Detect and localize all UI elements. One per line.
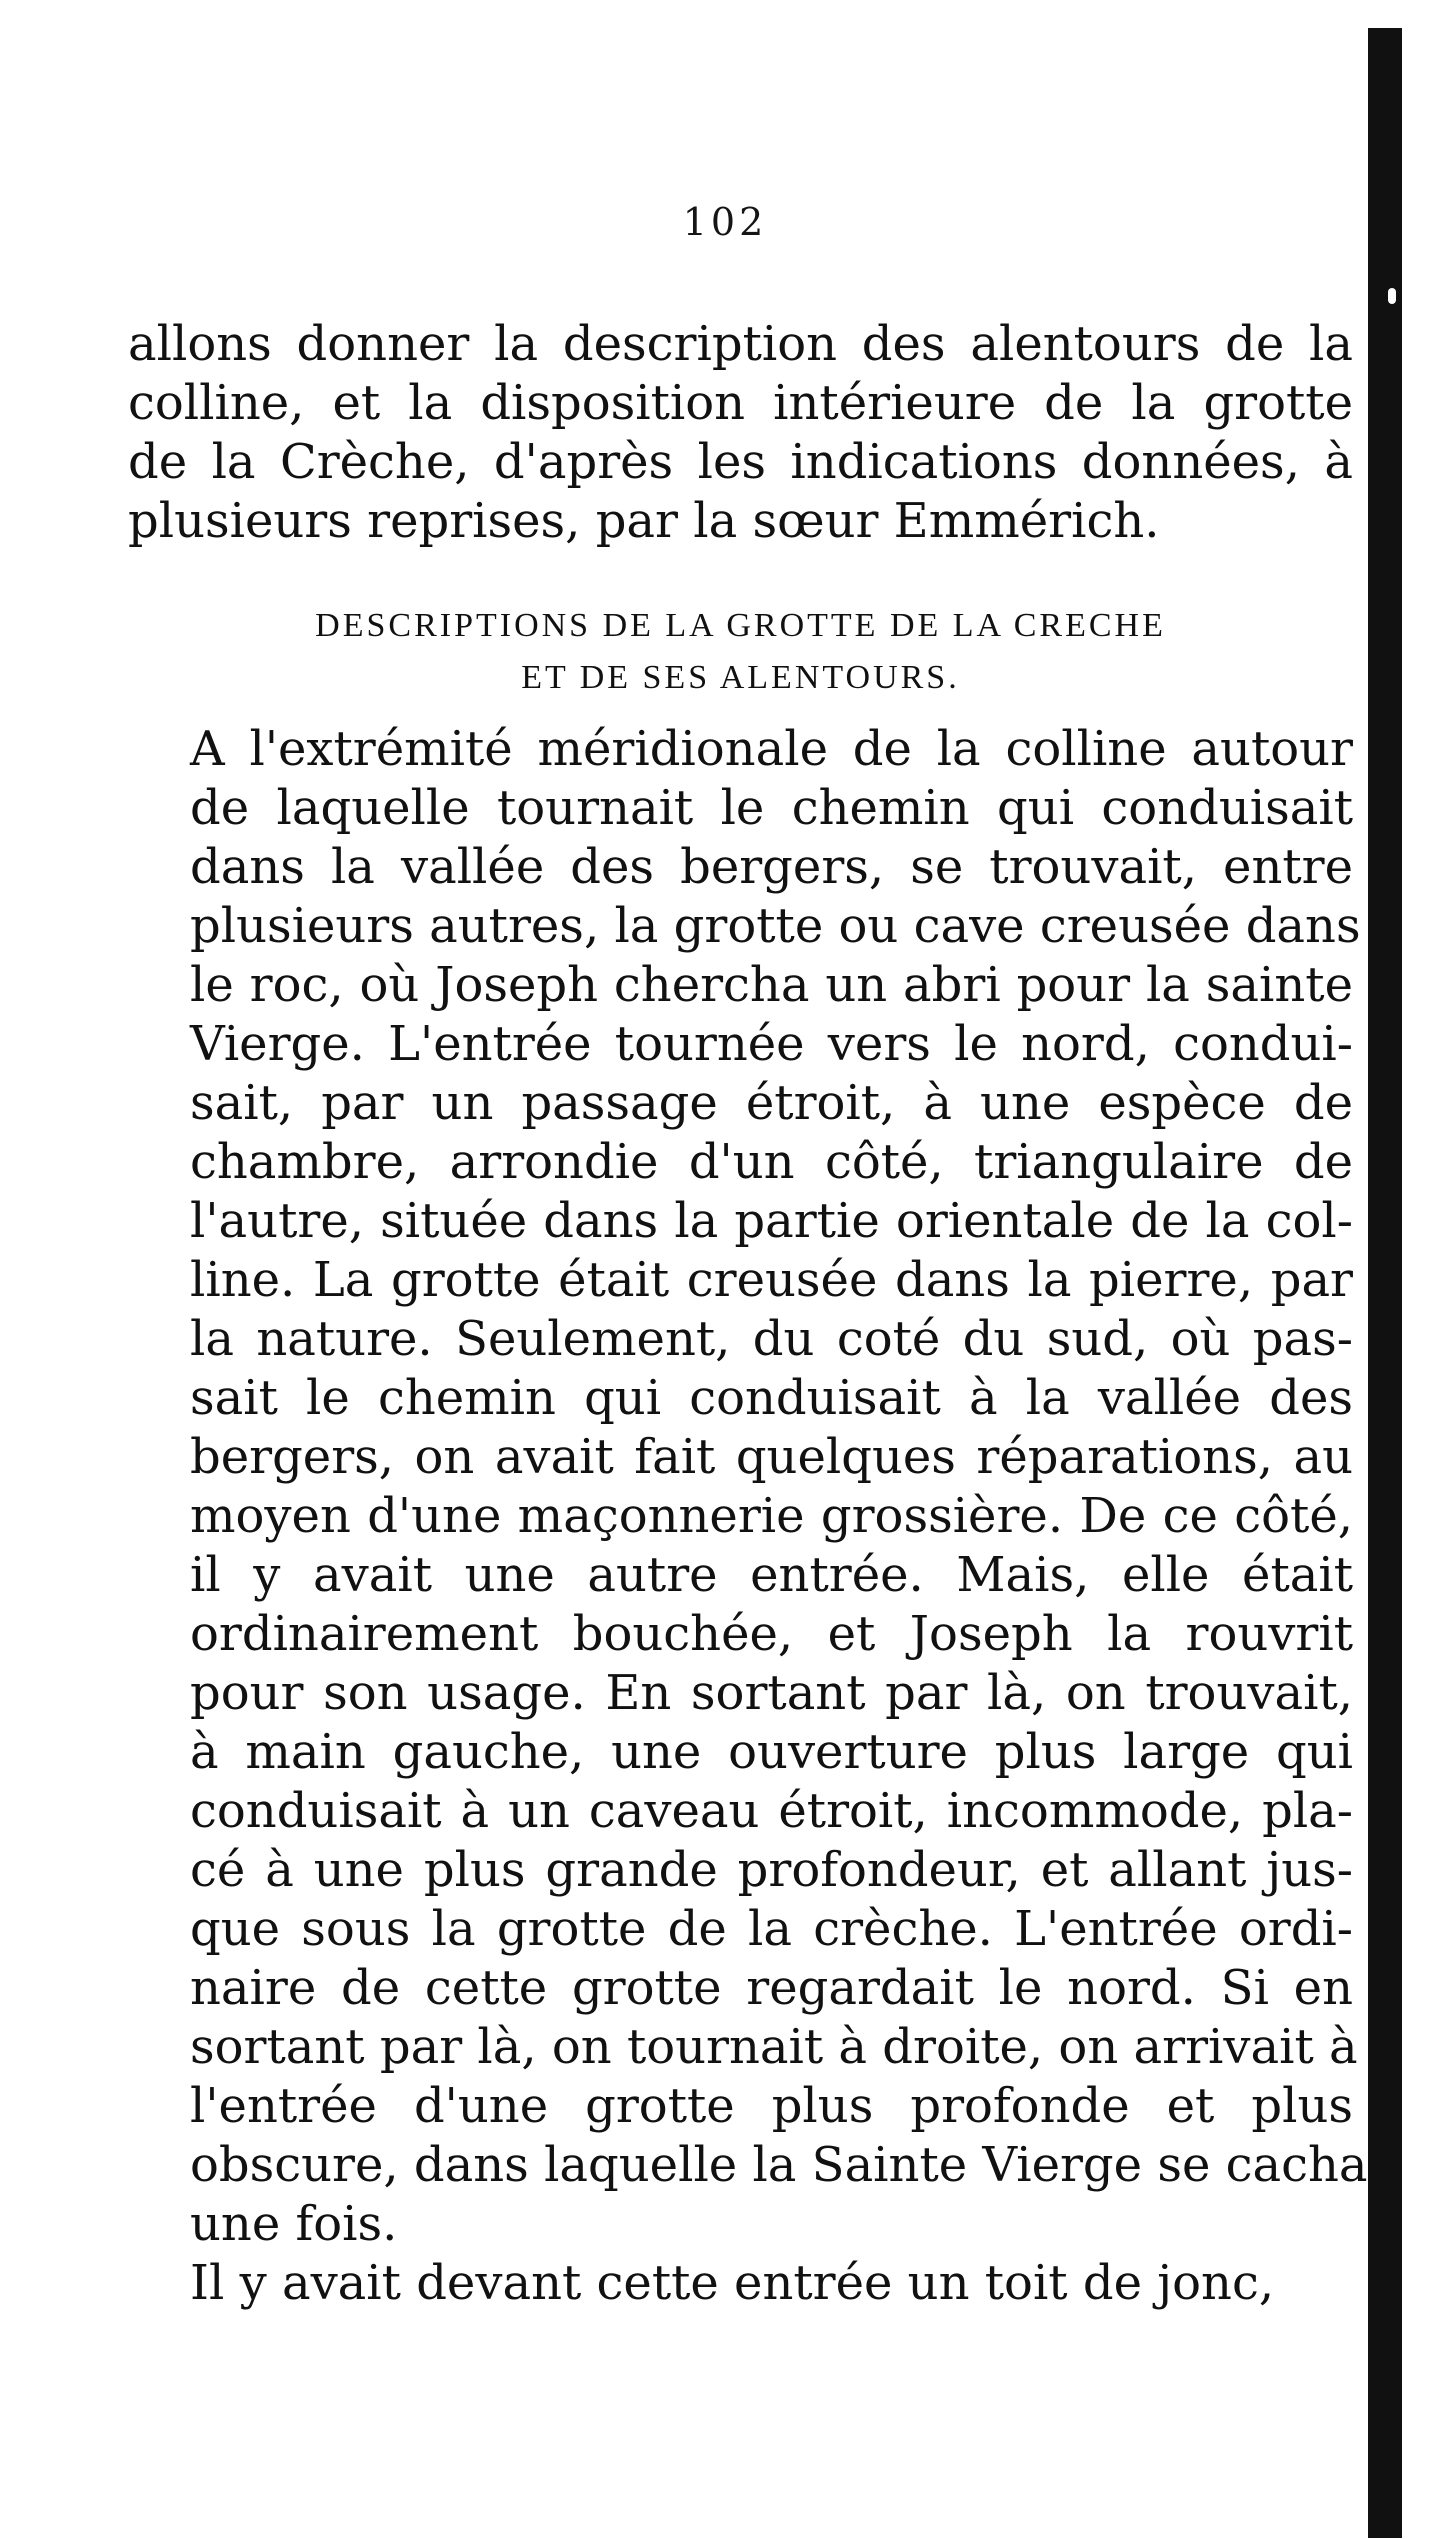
page-binding-edge	[1368, 28, 1402, 2538]
paragraph-line: plusieurs autres, la grotte ou cave creusée dans	[190, 898, 1361, 954]
paragraph-line: sait, par un passage étroit, à une espèce de	[190, 1075, 1353, 1131]
paragraph-line: moyen d'une maçonnerie grossière. De ce côté,	[190, 1488, 1353, 1544]
paragraph-line: pour son usage. En sortant par là, on trouvait,	[190, 1665, 1353, 1721]
paragraph-line: A l'extrémité méridionale de la colline autour	[190, 721, 1353, 777]
paragraph-1	[128, 720, 1368, 2254]
intro-line: plusieurs reprises, par la sœur Emmérich.	[128, 493, 1160, 549]
paragraph-line: que sous la grotte de la crèche. L'entrée ordi-	[190, 1901, 1353, 1957]
paragraph-line: sait le chemin qui conduisait à la vallée des	[190, 1370, 1353, 1426]
paragraph-line: Vierge. L'entrée tournée vers le nord, condui-	[190, 1016, 1353, 1072]
paragraph-line: obscure, dans laquelle la Sainte Vierge se cacha	[190, 2137, 1368, 2193]
intro-line: allons donner la description des alentours de la	[128, 316, 1353, 372]
paragraph-line: ordinairement bouchée, et Joseph la rouvrit	[190, 1606, 1353, 1662]
paragraph-line: bergers, on avait fait quelques réparations, au	[190, 1429, 1353, 1485]
paragraph-line: le roc, où Joseph chercha un abri pour la sainte	[190, 957, 1353, 1013]
paragraph-line: Il y avait devant cette entrée un toit de jonc,	[190, 2255, 1275, 2311]
paragraph-line: cé à une plus grande profondeur, et allant jus-	[190, 1842, 1353, 1898]
paragraph-line: sortant par là, on tournait à droite, on arrivait à	[190, 2019, 1358, 2075]
section-heading	[128, 600, 1353, 704]
paragraph-line: il y avait une autre entrée. Mais, elle était	[190, 1547, 1353, 1603]
paragraph-line: à main gauche, une ouverture plus large qui	[190, 1724, 1353, 1780]
page-number: 102	[682, 200, 768, 244]
section-heading-line-2: ET DE SES ALENTOURS.	[521, 659, 960, 696]
paragraph-line: line. La grotte était creusée dans la pierre, par	[190, 1252, 1353, 1308]
section-body	[128, 720, 1368, 2313]
paragraph-line: de laquelle tournait le chemin qui conduisait	[190, 780, 1353, 836]
intro-line: de la Crèche, d'après les indications données, à	[128, 434, 1353, 490]
paragraph-line: dans la vallée des bergers, se trouvait, entre	[190, 839, 1353, 895]
section-heading-line-1: DESCRIPTIONS DE LA GROTTE DE LA CRECHE	[315, 607, 1166, 644]
paragraph-line: l'entrée d'une grotte plus profonde et plus	[190, 2078, 1353, 2134]
paragraph-line: une fois.	[190, 2196, 398, 2252]
intro-paragraph	[128, 315, 1353, 551]
paragraph-line: conduisait à un caveau étroit, incommode, pla-	[190, 1783, 1353, 1839]
paragraph-line: l'autre, située dans la partie orientale de la col-	[190, 1193, 1353, 1249]
paragraph-line: la nature. Seulement, du coté du sud, où pas-	[190, 1311, 1353, 1367]
intro-line: colline, et la disposition intérieure de la grotte	[128, 375, 1353, 431]
paragraph-line: chambre, arrondie d'un côté, triangulaire de	[190, 1134, 1353, 1190]
paragraph-2	[128, 2254, 1353, 2313]
paragraph-line: naire de cette grotte regardait le nord. Si en	[190, 1960, 1353, 2016]
